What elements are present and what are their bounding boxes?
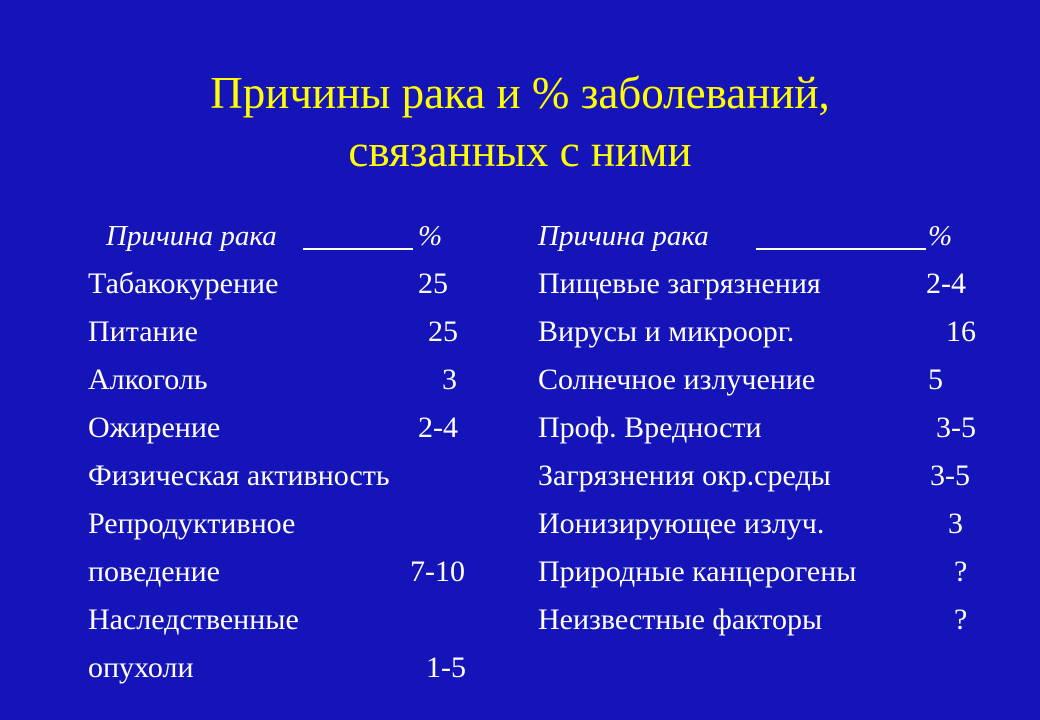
table-row bbox=[88, 548, 488, 596]
cause-name: опухоли bbox=[88, 651, 194, 684]
left-header-percent: % bbox=[418, 220, 443, 252]
cause-name: Табакокурение bbox=[88, 267, 279, 300]
slide-title bbox=[0, 64, 1040, 180]
cause-name: Репродуктивное bbox=[88, 507, 296, 540]
right-header-percent: % bbox=[928, 220, 953, 252]
table-row bbox=[88, 308, 488, 356]
cause-name: Неизвестные факторы bbox=[538, 603, 823, 636]
right-header-underline bbox=[756, 248, 926, 250]
table-row bbox=[88, 404, 488, 452]
table-row bbox=[88, 260, 488, 308]
cause-name: Физическая активность bbox=[88, 459, 390, 492]
cause-percent: 2-4 bbox=[926, 267, 966, 300]
table-row bbox=[538, 596, 998, 644]
cause-percent: 16 bbox=[946, 315, 976, 348]
cause-name: Питание bbox=[88, 315, 198, 348]
left-table-header bbox=[88, 212, 488, 260]
cause-percent: 3-5 bbox=[936, 411, 976, 444]
cause-name: Ионизирующее излуч. bbox=[538, 507, 825, 540]
cause-percent: 25 bbox=[418, 267, 448, 300]
table-row bbox=[88, 596, 488, 644]
table-row bbox=[88, 500, 488, 548]
cause-name: Проф. Вредности bbox=[538, 411, 762, 444]
cause-name: Вирусы и микроорг. bbox=[538, 315, 795, 348]
table-row bbox=[538, 308, 998, 356]
cause-percent: ? bbox=[954, 603, 968, 636]
cause-name: Природные канцерогены bbox=[538, 555, 857, 588]
table-row bbox=[538, 500, 998, 548]
cause-name: Солнечное излучение bbox=[538, 363, 816, 396]
cause-percent: 3 bbox=[442, 363, 457, 396]
cause-name: поведение bbox=[88, 555, 220, 588]
table-row bbox=[538, 548, 998, 596]
right-table-header bbox=[538, 212, 998, 260]
table-row bbox=[88, 644, 488, 692]
cause-percent: 1-5 bbox=[426, 651, 466, 684]
cause-name: Загрязнения окр.среды bbox=[538, 459, 831, 492]
title-line-1: Причины рака и % заболеваний, bbox=[210, 68, 830, 118]
table-row bbox=[538, 452, 998, 500]
table-row bbox=[538, 356, 998, 404]
left-header-underline bbox=[303, 248, 413, 250]
left-table bbox=[88, 212, 488, 692]
cause-percent: 2-4 bbox=[418, 411, 458, 444]
table-row bbox=[88, 356, 488, 404]
cause-name: Наследственные bbox=[88, 603, 299, 636]
right-header-cause: Причина рака bbox=[538, 220, 709, 252]
cause-name: Алкоголь bbox=[88, 363, 208, 396]
left-header-cause: Причина рака bbox=[106, 220, 277, 252]
title-line-2: связанных с ними bbox=[348, 126, 692, 176]
cause-percent: 5 bbox=[928, 363, 943, 396]
table-row bbox=[538, 404, 998, 452]
cause-name: Пищевые загрязнения bbox=[538, 267, 821, 300]
table-row bbox=[538, 260, 998, 308]
cause-name: Ожирение bbox=[88, 411, 221, 444]
table-row bbox=[88, 452, 488, 500]
cause-percent: ? bbox=[954, 555, 968, 588]
cause-percent: 7-10 bbox=[410, 555, 465, 588]
right-table bbox=[538, 212, 998, 644]
cause-percent: 3-5 bbox=[930, 459, 970, 492]
cause-percent: 3 bbox=[948, 507, 963, 540]
cause-percent: 25 bbox=[428, 315, 458, 348]
